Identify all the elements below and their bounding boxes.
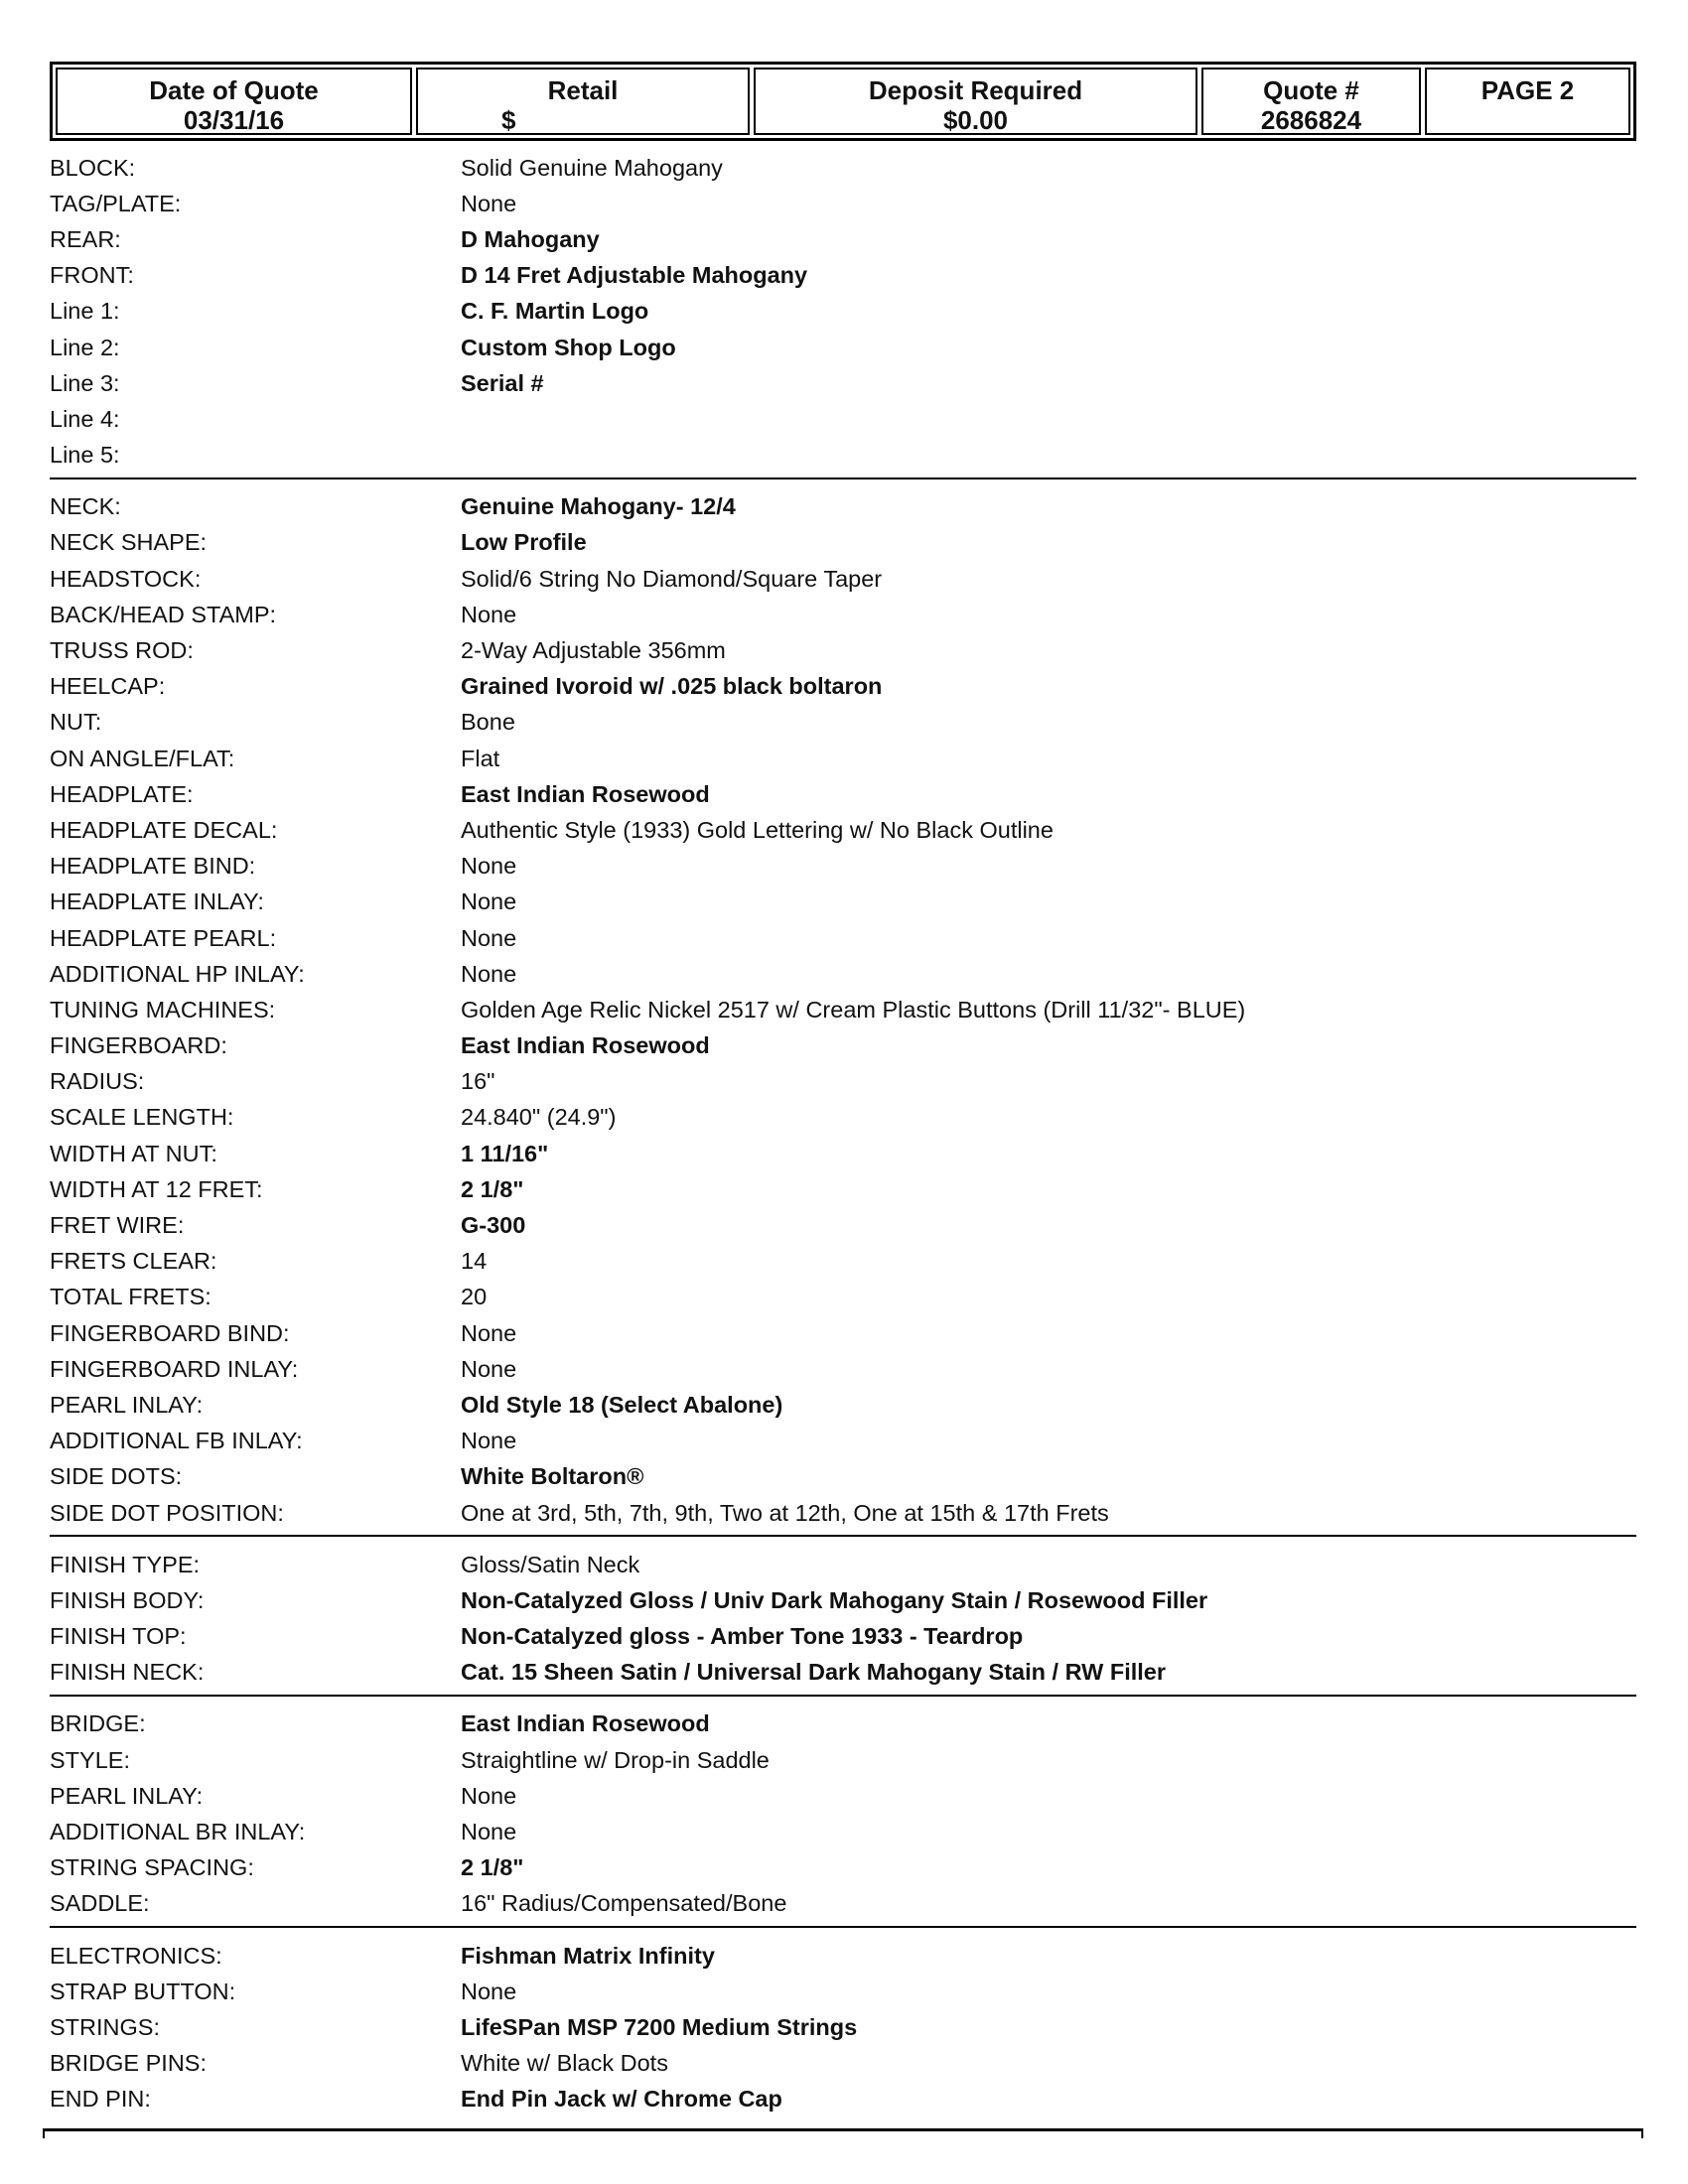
spec-row <box>50 812 1636 848</box>
spec-row <box>50 525 1636 561</box>
spec-label: REAR: <box>50 225 121 252</box>
spec-label: NECK: <box>50 493 121 520</box>
spec-label: BACK/HEAD STAMP: <box>50 601 277 627</box>
date-label: Date of Quote <box>149 75 319 105</box>
footer-rule <box>43 2128 1643 2131</box>
spec-value: G-300 <box>461 1212 526 1239</box>
spec-label: RADIUS: <box>50 1068 145 1095</box>
spec-label: STRINGS: <box>50 2013 160 2040</box>
spec-label: END PIN: <box>50 2086 151 2113</box>
spec-row <box>50 1244 1636 1280</box>
spec-value: Low Profile <box>461 529 587 556</box>
quote-value: 2686824 <box>1260 105 1362 135</box>
spec-label: HEADPLATE DECAL: <box>50 816 278 843</box>
spec-label: SIDE DOT POSITION: <box>50 1499 284 1526</box>
spec-value: None <box>461 960 517 987</box>
spec-row <box>50 705 1636 741</box>
spec-row <box>50 2082 1636 2117</box>
spec-label: SADDLE: <box>50 1890 150 1917</box>
spec-value: Straightline w/ Drop-in Saddle <box>461 1746 770 1773</box>
spec-value: None <box>461 190 517 216</box>
spec-label: BLOCK: <box>50 154 136 181</box>
spec-label: BRIDGE PINS: <box>50 2050 208 2077</box>
spec-row <box>50 1706 1636 1742</box>
spec-label: ADDITIONAL BR INLAY: <box>50 1819 306 1845</box>
spec-label: STRING SPACING: <box>50 1854 254 1881</box>
spec-label: FINISH BODY: <box>50 1586 205 1613</box>
spec-row <box>50 1495 1636 1531</box>
spec-row <box>50 1459 1636 1495</box>
spec-value: C. F. Martin Logo <box>461 298 649 325</box>
retail-cell <box>416 68 750 135</box>
spec-row <box>50 1064 1636 1100</box>
retail-label: Retail <box>547 75 619 105</box>
spec-value: White w/ Black Dots <box>461 2050 668 2077</box>
spec-row <box>50 2009 1636 2045</box>
spec-value: 24.840" (24.9") <box>461 1104 617 1131</box>
spec-row <box>50 885 1636 920</box>
spec-row <box>50 1171 1636 1207</box>
footer-rule-left-tick <box>43 2128 45 2138</box>
spec-label: ON ANGLE/FLAT: <box>50 745 235 771</box>
spec-row <box>50 1850 1636 1886</box>
spec-label: SIDE DOTS: <box>50 1463 183 1490</box>
spec-label: WIDTH AT 12 FRET: <box>50 1175 263 1202</box>
spec-label: ADDITIONAL FB INLAY: <box>50 1428 303 1454</box>
spec-value: 14 <box>461 1248 488 1275</box>
spec-row <box>50 1315 1636 1351</box>
deposit-label: Deposit Required <box>868 75 1083 105</box>
spec-label: Line 4: <box>50 405 120 432</box>
spec-value: LifeSPan MSP 7200 Medium Strings <box>461 2013 858 2040</box>
spec-value: Non-Catalyzed Gloss / Univ Dark Mahogany Stain / Rosewood Filler <box>461 1586 1208 1613</box>
quote-number-cell <box>1201 68 1421 135</box>
spec-value: Grained Ivoroid w/ .025 black boltaron <box>461 673 883 700</box>
spec-row <box>50 776 1636 812</box>
spec-label: WIDTH AT NUT: <box>50 1140 217 1166</box>
spec-value: East Indian Rosewood <box>461 1032 710 1059</box>
spec-row <box>50 1778 1636 1814</box>
spec-label: NUT: <box>50 709 102 736</box>
deposit-value: $0.00 <box>942 105 1009 135</box>
spec-label: HEADPLATE PEARL: <box>50 924 277 951</box>
spec-section <box>50 148 1636 479</box>
spec-value: Solid/6 String No Diamond/Square Taper <box>461 565 883 592</box>
spec-value: None <box>461 1355 517 1382</box>
spec-row <box>50 920 1636 956</box>
spec-value: None <box>461 1428 517 1454</box>
spec-value: One at 3rd, 5th, 7th, 9th, Two at 12th, One at 15th & 17th Frets <box>461 1499 1109 1526</box>
spec-label: FINGERBOARD: <box>50 1032 227 1059</box>
spec-row <box>50 849 1636 885</box>
spec-value: Custom Shop Logo <box>461 334 676 360</box>
spec-value: Bone <box>461 709 515 736</box>
spec-row <box>50 1619 1636 1655</box>
spec-label: ELECTRONICS: <box>50 1942 222 1969</box>
spec-row <box>50 1938 1636 1974</box>
spec-value: Gloss/Satin Neck <box>461 1551 640 1577</box>
spec-section <box>50 487 1636 1537</box>
spec-section <box>50 1705 1636 1928</box>
spec-value: East Indian Rosewood <box>461 780 710 807</box>
spec-label: FRET WIRE: <box>50 1212 185 1239</box>
spec-label: BRIDGE: <box>50 1710 146 1737</box>
spec-row <box>50 150 1636 186</box>
spec-label: SCALE LENGTH: <box>50 1104 234 1131</box>
spec-label: TAG/PLATE: <box>50 190 182 216</box>
spec-row <box>50 1814 1636 1849</box>
spec-label: HEADPLATE BIND: <box>50 853 256 880</box>
spec-row <box>50 632 1636 668</box>
spec-row <box>50 956 1636 992</box>
spec-row <box>50 1974 1636 2009</box>
spec-row <box>50 258 1636 294</box>
spec-label: Line 1: <box>50 298 120 325</box>
spec-row <box>50 186 1636 221</box>
spec-sheet <box>50 148 1636 2129</box>
spec-value: D Mahogany <box>461 225 600 252</box>
spec-label: HEADPLATE: <box>50 780 194 807</box>
spec-row <box>50 1742 1636 1778</box>
spec-row <box>50 294 1636 330</box>
page-label: PAGE 2 <box>1480 75 1575 105</box>
spec-row <box>50 1547 1636 1582</box>
spec-value: None <box>461 924 517 951</box>
spec-row <box>50 741 1636 776</box>
spec-value: None <box>461 888 517 915</box>
spec-label: Line 2: <box>50 334 120 360</box>
footer-rule-right-tick <box>1641 2128 1643 2138</box>
spec-row <box>50 1028 1636 1064</box>
spec-label: FINGERBOARD BIND: <box>50 1319 290 1346</box>
spec-row <box>50 489 1636 525</box>
spec-row <box>50 1351 1636 1387</box>
spec-label: HEELCAP: <box>50 673 166 700</box>
spec-label: STYLE: <box>50 1746 130 1773</box>
quote-header <box>50 62 1636 141</box>
spec-value: None <box>461 1319 517 1346</box>
spec-label: PEARL INLAY: <box>50 1782 204 1809</box>
spec-value: 16" Radius/Compensated/Bone <box>461 1890 787 1917</box>
spec-row <box>50 365 1636 401</box>
deposit-cell <box>754 68 1197 135</box>
spec-label: NECK SHAPE: <box>50 529 208 556</box>
spec-label: HEADSTOCK: <box>50 565 202 592</box>
page-number-cell <box>1425 68 1630 135</box>
spec-value: Genuine Mahogany- 12/4 <box>461 493 736 520</box>
spec-label: STRAP BUTTON: <box>50 1978 236 2004</box>
spec-row <box>50 1886 1636 1922</box>
spec-value: Non-Catalyzed gloss - Amber Tone 1933 - Teardrop <box>461 1623 1024 1650</box>
spec-row <box>50 597 1636 632</box>
spec-label: ADDITIONAL HP INLAY: <box>50 960 305 987</box>
spec-row <box>50 1655 1636 1691</box>
spec-label: HEADPLATE INLAY: <box>50 888 264 915</box>
spec-row <box>50 1582 1636 1618</box>
spec-row <box>50 1136 1636 1171</box>
date-of-quote-cell <box>56 68 412 135</box>
spec-value: Fishman Matrix Infinity <box>461 1942 715 1969</box>
spec-value: None <box>461 853 517 880</box>
retail-value: $ <box>501 105 516 135</box>
spec-label: TOTAL FRETS: <box>50 1284 211 1310</box>
spec-value: Solid Genuine Mahogany <box>461 154 723 181</box>
spec-label: Line 3: <box>50 369 120 396</box>
spec-label: FINISH TOP: <box>50 1623 187 1650</box>
spec-value: 16" <box>461 1068 495 1095</box>
spec-row <box>50 1280 1636 1315</box>
spec-value: 2 1/8" <box>461 1854 524 1881</box>
spec-label: Line 5: <box>50 442 120 469</box>
spec-value: D 14 Fret Adjustable Mahogany <box>461 262 808 289</box>
spec-value: None <box>461 1819 517 1845</box>
spec-row <box>50 1207 1636 1243</box>
spec-value: 20 <box>461 1284 488 1310</box>
spec-label: TRUSS ROD: <box>50 637 194 664</box>
spec-value: Serial # <box>461 369 544 396</box>
spec-value: Cat. 15 Sheen Satin / Universal Dark Mahogany Stain / RW Filler <box>461 1659 1166 1686</box>
spec-value: None <box>461 601 517 627</box>
spec-value: White Boltaron® <box>461 1463 644 1490</box>
spec-label: FINISH NECK: <box>50 1659 205 1686</box>
spec-row <box>50 438 1636 474</box>
spec-value: 2 1/8" <box>461 1175 524 1202</box>
spec-label: TUNING MACHINES: <box>50 996 276 1023</box>
spec-row <box>50 561 1636 597</box>
spec-label: FINGERBOARD INLAY: <box>50 1355 299 1382</box>
spec-row <box>50 221 1636 257</box>
spec-value: Authentic Style (1933) Gold Lettering w/ No Black Outline <box>461 816 1054 843</box>
spec-row <box>50 2046 1636 2082</box>
spec-row <box>50 1100 1636 1136</box>
spec-value: Golden Age Relic Nickel 2517 w/ Cream Plastic Buttons (Drill 11/32"- BLUE) <box>461 996 1246 1023</box>
spec-value: Flat <box>461 745 500 771</box>
spec-label: FRONT: <box>50 262 134 289</box>
spec-section <box>50 1545 1636 1697</box>
spec-row <box>50 401 1636 437</box>
spec-value: None <box>461 1978 517 2004</box>
spec-value: East Indian Rosewood <box>461 1710 710 1737</box>
spec-row <box>50 1387 1636 1423</box>
spec-row <box>50 330 1636 365</box>
spec-value: None <box>461 1782 517 1809</box>
spec-row <box>50 669 1636 705</box>
date-value: 03/31/16 <box>183 105 285 135</box>
spec-value: 2-Way Adjustable 356mm <box>461 637 726 664</box>
spec-value: End Pin Jack w/ Chrome Cap <box>461 2086 782 2113</box>
spec-value: 1 11/16" <box>461 1140 549 1166</box>
spec-label: FRETS CLEAR: <box>50 1248 217 1275</box>
spec-label: FINISH TYPE: <box>50 1551 201 1577</box>
spec-section <box>50 1936 1636 2121</box>
spec-row <box>50 992 1636 1027</box>
spec-label: PEARL INLAY: <box>50 1391 204 1418</box>
quote-label: Quote # <box>1263 75 1359 105</box>
spec-value: Old Style 18 (Select Abalone) <box>461 1391 783 1418</box>
spec-row <box>50 1424 1636 1459</box>
